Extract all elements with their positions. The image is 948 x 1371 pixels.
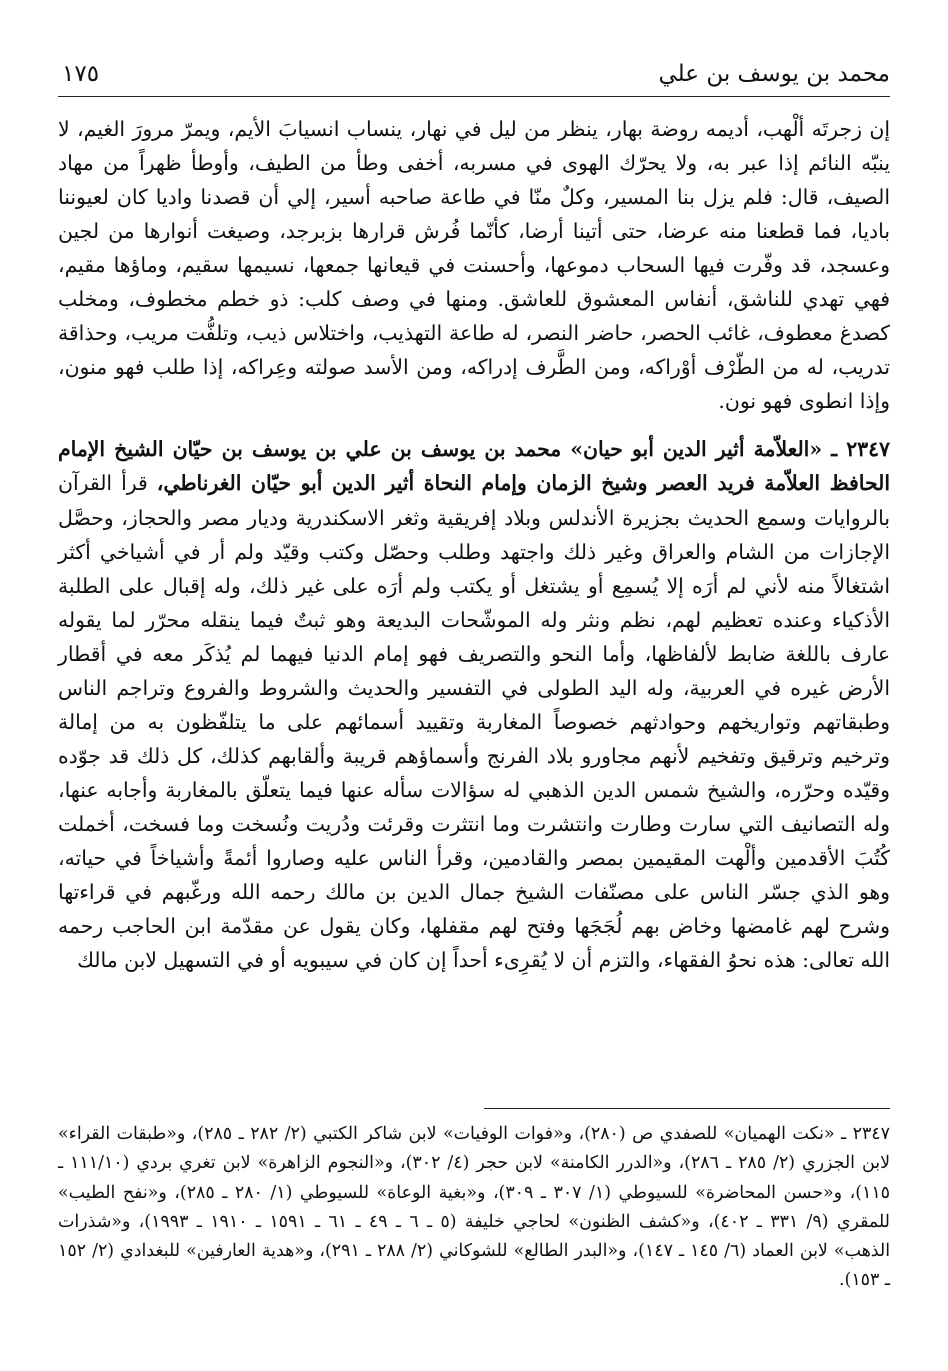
footnote: ٢٣٤٧ ـ «نكت الهميان» للصفدي ص (٢٨٠)، و«فوات الوفيات» لابن شاكر الكتبي (٢/ ٢٨٢ ـ ٢٨٥)، و«طبقات القراء» لابن الجزري (٢/ ٢٨٥ ـ ٢٨٦)، و«الدرر الكامنة» لابن حجر (٤/ ٣٠٢)، و«النجوم الزاهرة» لابن تغري بردي (١١١/١٠ ـ ١١٥)، و«حسن المحاضرة» للسيوطي (١/ ٣٠٧ ـ ٣٠٩)، و«بغية الوعاة» للسيوطي (١/ ٢٨٠ ـ ٢٨٥)، و«نفح الطيب» للمقري (٩/ ٣٣١ ـ ٤٠٢)، و«كشف الظنون» لحاجي خليفة (٥ ـ ٦ ـ ٤٩ ـ ٦١ ـ ١٥٩١ ـ ١٩١٠ ـ ١٩٩٣)، و«شذرات الذهب» لابن العماد (٦/ ١٤٥ ـ ١٤٧)، و«البدر الطالع» للشوكاني (٢/ ٢٨٨ ـ ٢٩١)، و«هدية العارفين» للبغدادي (٢/ ١٥٢ ـ ١٥٣). — [58, 1124, 891, 1291]
biography-entry — [58, 432, 890, 977]
running-title: محمد بن يوسف بن علي — [658, 61, 890, 87]
page-number: ١٧٥ — [62, 61, 100, 87]
running-header — [58, 56, 890, 97]
intro-paragraph: إن زجرتَه ألْهب، أديمه روضة بهار، ينظر من ليل في نهار، ينساب انسيابَ الأيم، ويمرّ مرورَ الغيم، لا ينبّه النائم إذا عبر به، ولا يحرّك الهوى في مسربه، أخفى وطأ من الطيف، وأوطأ ظهراً من مهاد الصيف، قال: فلم يزل بنا المسير، وكلٌ منّا في طاعة صاحبه أسير، إلي أن قصدنا واديا كان لعيوننا باديا، فما قطعنا منه عرضا، حتى أتينا أرضا، كأنّما فُرش قرارها بزبرجد، وصيغت أنوارها من لجين وعسجد، قد وفّرت فيها السحاب دموعها، وأحسنت في قيعانها جمعها، نسيمها سقيم، وماؤها مقيم، فهي تهدي للناشق، أنفاس المعشوق للعاشق. ومنها في وصف كلب: ذو خطم مخطوف، ومخلب كصدغ معطوف، غائب الحصر، حاضر النصر، له طاعة التهذيب، واختلاس ذيب، وتلفُّت مريب، وحذاقة تدريب، له من الطّرْف أوْراكه، ومن الطَّرف إدراكه، ومن الأسد صولته وعِراكه، إذا طلب فهو منون، وإذا انطوى فهو نون. — [58, 117, 890, 414]
book-page — [58, 0, 890, 1371]
entry-text: قرأ القرآن بالروايات وسمع الحديث بجزيرة الأندلس وبلاد إفريقية وثغر الاسكندرية وديار مصر والحجاز، وحصَّل الإجازات من الشام والعراق وغير ذلك واجتهد وطلب وحصّل وكتب وقيّد ولم أر في أشياخي أكثر اشتغالاً منه لأني لم أرَه إلا يُسمِع أو يشتغل أو يكتب ولم أرَه على غير ذلك، وله إقبال على الطلبة الأذكياء وعنده تعظيم لهم، نظم ونثر وله الموشّحات البديعة وهو ثبتٌ فيما ينقله محرّر لما يقوله عارف باللغة ضابط لألفاظها، وأما النحو والتصريف فهو إمام الدنيا فيهما لم يُذكَر معه في أقطار الأرض غيره في العربية، وله اليد الطولى في التفسير والحديث والشروط والفروع وتراجم الناس وطبقاتهم وتواريخهم وحوادثهم خصوصاً المغاربة وتقييد أسمائهم على ما يتلفّظون به من إمالة وترخيم وترقيق وتفخيم لأنهم مجاورو بلاد الفرنج وأسماؤهم قريبة وألقابهم كذلك، كل ذلك قد جوّده وقيّده وحرّره، والشيخ شمس الدين الذهبي له سؤالات سأله عنها فيما يتعلّق بالمغاربة وأجابه عنها، وله التصانيف التي سارت وطارت وانتشرت وما انتثرت وقرئت ودُريت ونُسخت وما فسخت، أخملت كُتُبَ الأقدمين وألْهت المقيمين بمصر والقادمين، وقرأ الناس عليه وصاروا أئمةً وأشياخاً في حياته، وهو الذي جسّر الناس على مصنّفات الشيخ جمال الدين بن مالك رحمه الله ورغّبهم في قراءتها وشرح لهم غامضها وخاض بهم لُجَجَها وفتح لهم مقفلها، وكان يقول عن مقدّمة ابن الحاجب رحمه الله تعالى: هذه نحوُ الفقهاء، والتزم أن لا يُقرِىء أحداً إن كان في سيبويه أو في التسهيل لابن مالك — [58, 471, 890, 973]
main-text — [58, 112, 890, 977]
footnote-separator — [484, 1108, 890, 1109]
entry-heading: ٢٣٤٧ ـ «العلاّمة أثير الدين أبو حيان» محمد بن يوسف بن علي بن يوسف بن حيّان الشيخ الإمام الحافظ العلاّمة فريد العصر وشيخ الزمان وإمام النحاة أثير الدين أبو حيّان الغرناطي، — [58, 437, 891, 496]
